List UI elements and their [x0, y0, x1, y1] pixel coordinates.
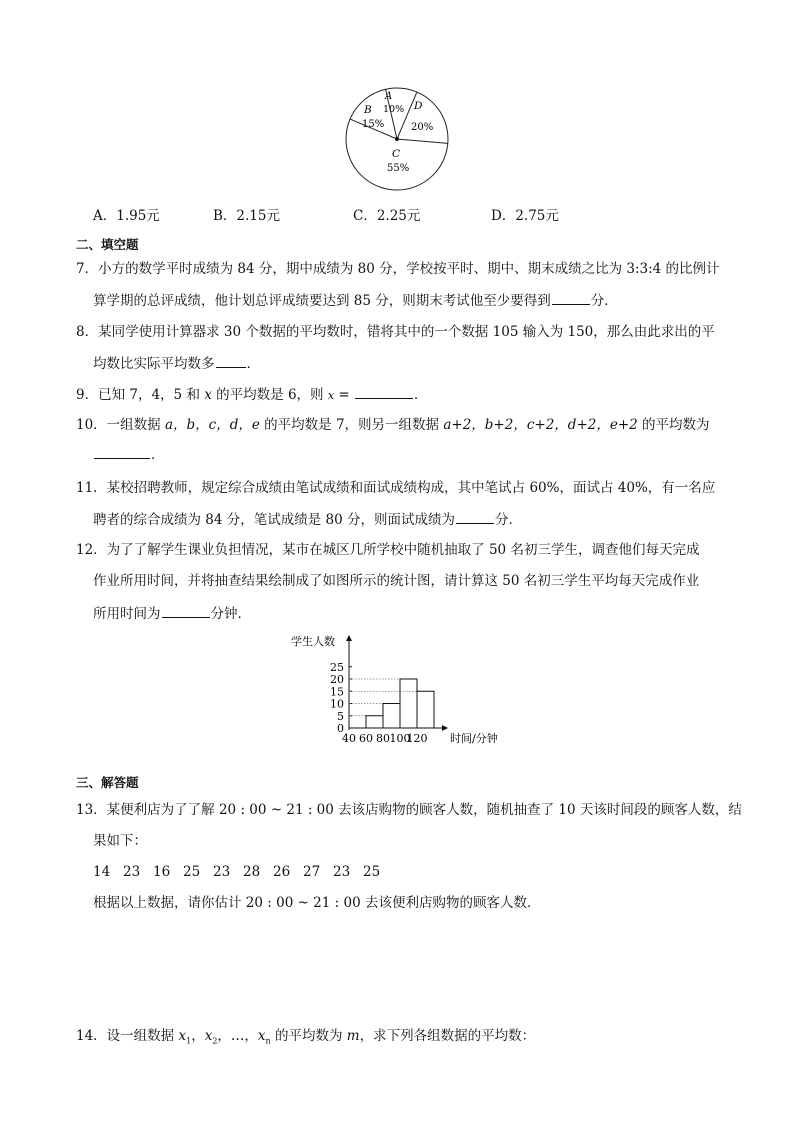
pie-slice-d-value: 20% [411, 122, 434, 133]
q7-line1: 7．小方的数学平时成绩为 84 分，期中成绩为 80 分，学校按平时、期中、期末成绩之比为 3:3:4 的比例计 [76, 261, 720, 277]
y-tick-label: 5 [337, 709, 344, 723]
q6-option-a: A．1.95元 [93, 208, 160, 224]
pie-slice-c-value: 55% [387, 163, 410, 174]
pie-chart [340, 85, 455, 195]
q13-data [93, 862, 393, 882]
q13-value: 23 [213, 864, 231, 880]
y-axis-label: 学生人数 [291, 635, 335, 648]
q13-line4: 根据以上数据，请你估计 20 : 00 ~ 21 : 00 去该便利店购物的顾客人数． [93, 895, 541, 911]
x-tick-label: 60 [359, 732, 373, 745]
q8-answer-blank[interactable] [216, 353, 246, 368]
q12-line3: 所用时间为 分钟． [93, 603, 251, 624]
q13-value: 14 [93, 864, 111, 880]
q12-line2: 作业所用时间，并将抽查结果绘制成了如图所示的统计图，请计算这 50 名初三学生平均每天完成作业 [93, 573, 700, 589]
histogram-bar [383, 704, 400, 729]
q6-option-d: D．2.75元 [491, 208, 559, 224]
q9: 9．已知 7，4，5 和 x 的平均数是 6，则 x = ． [76, 384, 427, 406]
y-tick-label: 10 [330, 697, 344, 711]
y-axis-arrow [346, 635, 352, 641]
q6-option-b: B．2.15元 [213, 208, 280, 224]
y-tick-label: 0 [337, 722, 344, 735]
section-2-title: 二、填空题 [76, 237, 139, 252]
q12-line1: 12．为了了解学生课业负担情况，某市在城区几所学校中随机抽取了 50 名初三学生，调查他们每天完成 [76, 542, 700, 558]
q13-value: 23 [123, 864, 141, 880]
pie-slice-d-label: D [414, 100, 423, 112]
pie-slice-a-value: 10% [383, 104, 405, 115]
pie-slice-c-label: C [392, 148, 401, 160]
y-tick-label: 25 [330, 660, 344, 674]
q8-line1: 8．某同学使用计算器求 30 个数据的平均数时，错将其中的一个数据 105 输入为 150，那么由此求出的平 [76, 324, 715, 340]
q10-answer-blank[interactable] [94, 444, 150, 459]
y-tick-label: 20 [330, 673, 344, 686]
q13-value: 26 [273, 864, 291, 880]
pie-slice-b-value: 15% [362, 119, 385, 130]
pie-center [395, 137, 399, 141]
q6-option-c: C．2.25元 [353, 208, 421, 224]
section-3-title: 三、解答题 [76, 775, 139, 790]
q13-value: 16 [153, 864, 171, 880]
histogram-bar [400, 679, 417, 728]
x-tick-label: 100 [389, 732, 411, 745]
histogram-bar [417, 691, 434, 728]
histogram-chart [285, 628, 510, 750]
q14: 14．设一组数据 $x_1$，$x_2$，…，$x_n$ 的平均数为 m，求下列各组数据的平均数： [76, 1028, 536, 1046]
x-axis-arrow [442, 725, 448, 731]
q7-answer-blank[interactable] [552, 290, 590, 305]
q13-value: 25 [183, 864, 201, 880]
x-axis-label: 时间/分钟 [450, 732, 498, 745]
q12-answer-blank[interactable] [162, 603, 210, 618]
x-tick-label: 120 [406, 732, 428, 745]
q10-line2: ． [93, 444, 165, 465]
q8-line2: 均数比实际平均数多 ． [93, 353, 260, 374]
x-tick-label: 40 [342, 732, 356, 745]
q13-value: 28 [243, 864, 261, 880]
q13-line1: 13．某便利店为了了解 20 : 00 ~ 21 : 00 去该店购物的顾客人数，随机抽查了 10 天该时间段的顾客人数，结 [76, 802, 742, 818]
y-tick-label: 15 [330, 685, 344, 699]
pie-slice-a-label: A [385, 91, 393, 102]
histogram-bar [366, 716, 383, 728]
q7-line2: 算学期的总评成绩，他计划总评成绩要达到 85 分，则期末考试他至少要得到 分． [93, 290, 618, 311]
q10-line1: 10．一组数据 a，b，c，d，e 的平均数是 7，则另一组数据 a+2，b+2，c+2，d+2，e+2 的平均数为 [76, 417, 710, 433]
q11-answer-blank[interactable] [456, 509, 494, 524]
q9-answer-blank[interactable] [355, 384, 413, 399]
q13-line2: 果如下： [93, 833, 147, 849]
q13-value: 27 [303, 864, 321, 880]
pie-slice-b-label: B [364, 104, 372, 116]
x-tick-label: 80 [376, 732, 390, 745]
q11-line1: 11．某校招聘教师，规定综合成绩由笔试成绩和面试成绩构成，其中笔试占 60%，面试占 40%，有一名应 [76, 480, 716, 496]
q13-value: 23 [333, 864, 351, 880]
q13-value: 25 [363, 864, 381, 880]
q11-line2: 聘者的综合成绩为 84 分，笔试成绩是 80 分，则面试成绩为 分． [93, 509, 522, 530]
